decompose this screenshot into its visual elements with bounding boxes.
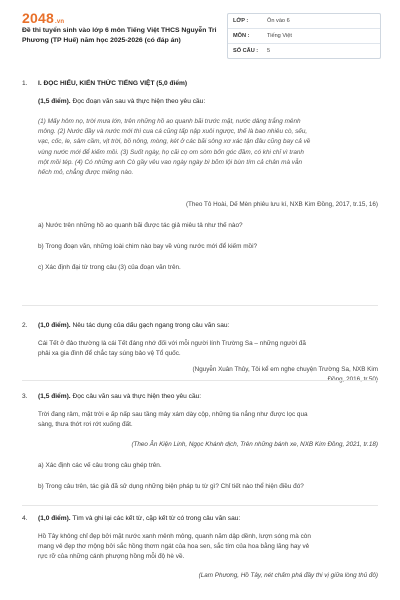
logo-suffix: .vn (54, 19, 65, 25)
exam-info-box (227, 13, 381, 59)
question-number: 1. (22, 80, 28, 87)
passage-line: sàng, thưa thớt rơi rớt xuống đất. (38, 421, 133, 429)
passage-line: Cái Tết ở đảo thường là cái Tết đáng nhớ đối với mỗi người lính Trường Sa – những người đã (38, 340, 306, 347)
quoted-sentence (38, 532, 378, 563)
reading-passage (38, 117, 378, 178)
document-title: Đề thi tuyển sinh vào lớp 6 môn Tiếng Việt THCS Nguyễn Tri Phương (TP Huế) năm học 2025-2026 (có đáp án) (22, 27, 217, 44)
passage-line: vùng nước mới để kiếm mồi. (3) Suốt ngày, họ cãi cọ om sòm bốn góc đầm, có khi chỉ vì tranh (38, 148, 304, 156)
sub-question-b: b) Trong câu trên, tác giả đã sử dụng những biện pháp tu từ gì? Chỉ tiết nào thể hiện điều đó? (38, 483, 304, 490)
info-value: 5 (267, 48, 271, 54)
passage-source (38, 365, 378, 385)
source-line: (Nguyễn Xuân Thủy, Tôi kể em nghe chuyện Trường Sa, NXB Kim (192, 366, 378, 373)
passage-line: mang vẻ đẹp thơ mộng bởi sắc hồng thơm ngát của hoa sen, sắc tím của hoa bằng lăng hay vẻ (38, 543, 310, 551)
question-points: (1,5 điểm). (38, 393, 71, 400)
info-label: LỚP : (233, 18, 249, 24)
passage-line: rực rỡ của những cánh phượng hồng mỗi độ hè về. (38, 553, 185, 561)
passage-line: Trời đang râm, mặt trời e ấp nấp sau tầng mây xám dày cộp, những tia nắng như được lọc qua (38, 411, 308, 418)
question-number: 2. (22, 322, 28, 329)
passage-source: (Lam Phương, Hồ Tây, nét chấm phá đầy thi vị giữa lòng thủ đô) (198, 572, 378, 579)
sub-question-b: b) Trong đoạn văn, những loài chim nào bay về vùng nước mới để kiếm mồi? (38, 243, 258, 250)
passage-line: một mồi tép. (4) Có những anh Cò gầy vêu vao ngày ngày bì bõm lội bùn tím cả chân mà vẫn (38, 158, 303, 166)
question-instruction: Nêu tác dụng của dấu gạch ngang trong câu văn sau: (72, 322, 230, 329)
page-header (0, 0, 400, 62)
passage-line: vạc, cốc, le, sâm cầm, vịt trời, bồ nông, mòng, két ở các bãi sông xơ xác tận đâu cũng bay cả về (38, 138, 311, 146)
info-value: Ôn vào 6 (267, 18, 290, 24)
info-label: SỐ CÂU : (233, 48, 259, 54)
question-number: 3. (22, 393, 28, 400)
sub-question-a: a) Xác định các vế câu trong câu ghép trên. (38, 462, 162, 469)
source-line: Đồng, 2016, tr.50) (327, 376, 378, 384)
divider (22, 505, 378, 506)
info-row-subject (228, 29, 380, 44)
question-prompt (38, 393, 201, 400)
passage-line: mông. (2) Nước đầy và nước mới thì cua cá cũng tấp nập xuôi ngược, thế là bao nhiêu cò, sếu, (38, 128, 308, 136)
passage-line: hếch mỏ, chẳng được miếng nào. (38, 169, 134, 177)
passage-line: phải xa gia đình để chắc tay súng bảo vệ Tổ quốc. (38, 350, 181, 358)
question-instruction: Tìm và ghi lại các kết từ, cặp kết từ có trong câu văn sau: (72, 515, 241, 522)
passage-line: (1) Mấy hôm nọ, trời mưa lớn, trên những hồ ao quanh bãi trước mặt, nước dâng trắng mênh (38, 118, 301, 125)
info-value: Tiếng Việt (267, 33, 292, 39)
passage-source: (Theo Tô Hoài, Dế Mèn phiêu lưu kí, NXB Kim Đồng, 2017, tr.15, 16) (185, 201, 378, 208)
question-prompt (38, 322, 229, 329)
question-points: (1,0 điểm). (38, 515, 71, 522)
info-row-count (228, 44, 380, 58)
passage-line: Hồ Tây không chỉ đẹp bởi mặt nước xanh mênh mông, quanh năm dập dềnh, lượn sóng mà còn (38, 533, 311, 540)
question-points: (1,0 điểm). (38, 322, 71, 329)
section-heading: I. ĐỌC HIỂU, KIẾN THỨC TIẾNG VIỆT (5,0 điểm) (38, 80, 188, 87)
sub-question-a: a) Nước trên những hồ ao quanh bãi được tác giả miêu tả như thế nào? (38, 222, 243, 229)
question-instruction: Đọc câu văn sau và thực hiện theo yêu cầu: (72, 393, 202, 400)
info-row-class (228, 14, 380, 29)
quoted-sentence (38, 410, 378, 430)
quoted-sentence (38, 339, 378, 359)
sub-question-c: c) Xác định đại từ trong câu (3) của đoạn văn trên. (38, 264, 181, 271)
passage-source: (Theo Ân Kiện Linh, Ngọc Khánh dịch, Trên những bánh xe, NXB Kim Đồng, 2021, tr.18) (131, 441, 378, 448)
site-logo[interactable] (22, 10, 64, 26)
divider (22, 305, 378, 306)
question-prompt (38, 515, 240, 522)
question-instruction: Đọc đoạn văn sau và thực hiện theo yêu cầu: (72, 98, 206, 105)
info-label: MÔN : (233, 33, 250, 39)
question-points: (1,5 điểm). (38, 98, 71, 105)
question-number: 4. (22, 515, 28, 522)
question-prompt (38, 98, 205, 105)
divider (22, 380, 378, 381)
logo-main: 2048 (22, 10, 54, 26)
